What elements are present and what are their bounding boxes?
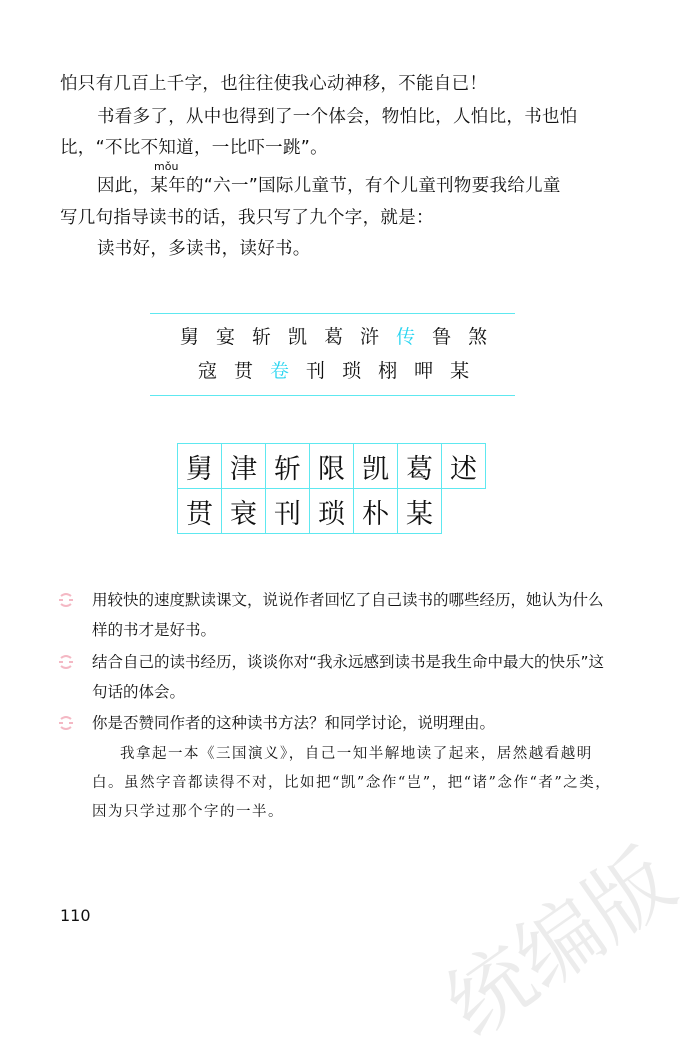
char: 刊 [306,360,326,382]
char: 舅 [180,326,200,348]
grid-cell: 斩 [265,443,310,489]
question-bullet-icon [58,592,74,608]
question-2: 结合自己的读书经历，谈谈你对“我永远感到读书是我生命中最大的快乐”这句话的体会。 [92,653,605,701]
grid-cell: 凯 [353,443,398,489]
grid-cell: 述 [441,443,486,489]
divider [150,313,515,314]
body-line: 书看多了，从中也得到了一个体会，物怕比，人怕比，书也怕 [97,107,578,127]
body-line: 写几句指导读书的话，我只写了九个字，就是： [60,208,434,228]
recognize-row-2 [198,359,469,383]
quote-excerpt: 我拿起一本《三国演义》，自己一知半解地读了起来，居然越看越明白。虽然字音都读得不对，比如把“凯”念作“岂”，把“诸”念作“者”之类，因为只学过那个字的一半。 [92,746,612,820]
body-line: 读书好，多读书，读好书。 [97,239,311,259]
divider [150,395,515,396]
body-line: 比，“不比不知道，一比吓一跳”。 [60,138,328,158]
char: 鲁 [432,326,452,348]
char: 凯 [288,326,308,348]
question-1: 用较快的速度默读课文，说说作者回忆了自己读书的哪些经历，她认为什么样的书才是好书。 [92,591,604,639]
grid-cell: 衰 [221,488,266,534]
char: 浒 [360,326,380,348]
char: 斩 [252,326,272,348]
char-highlighted: 卷 [270,360,290,382]
char: 煞 [468,326,488,348]
page-number: 110 [60,906,91,925]
char: 寇 [198,360,218,382]
char-highlighted: 传 [396,326,416,348]
body-line: 怕只有几百上千字，也往往使我心动神移，不能自已！ [60,74,488,94]
grid-cell: 某 [397,488,442,534]
grid-cell: 朴 [353,488,398,534]
question-bullet-icon [58,715,74,731]
question-3: 你是否赞同作者的这种读书方法？和同学讨论，说明理由。 [92,714,496,732]
watermark: 统编版 [428,830,692,1055]
char: 琐 [342,360,362,382]
writing-grid [177,443,485,533]
char: 呷 [414,360,434,382]
grid-cell: 舅 [177,443,222,489]
char: 某 [450,360,470,382]
char: 栩 [378,360,398,382]
grid-cell: 葛 [397,443,442,489]
grid-cell: 津 [221,443,266,489]
grid-cell: 刊 [265,488,310,534]
grid-cell: 限 [309,443,354,489]
char: 宴 [216,326,236,348]
recognize-row-1 [180,325,487,349]
grid-cell: 贯 [177,488,222,534]
char: 葛 [324,326,344,348]
grid-cell: 琐 [309,488,354,534]
question-bullet-icon [58,654,74,670]
pinyin-annotation: mǒu [154,160,179,173]
char: 贯 [234,360,254,382]
body-line: 因此，某年的“六一”国际儿童节，有个儿童刊物要我给儿童 [97,176,561,196]
